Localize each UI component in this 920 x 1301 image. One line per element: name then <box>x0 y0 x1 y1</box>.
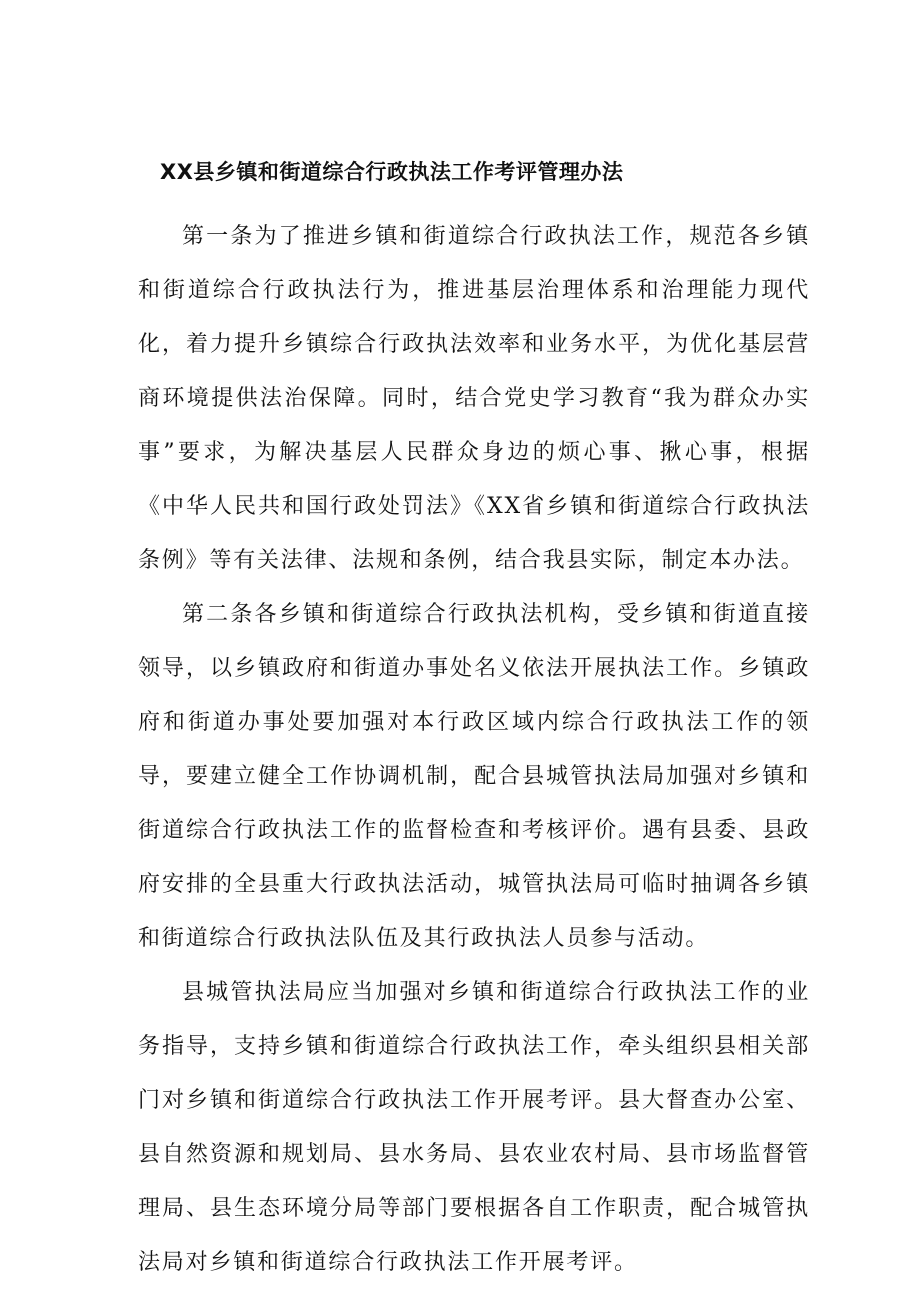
document-title: XX县乡镇和街道综合行政执法工作考评管理办法 <box>160 160 624 184</box>
document-body <box>138 210 810 1290</box>
paragraph-article-2: 第二条各乡镇和街道综合行政执法机构，受乡镇和街道直接领导，以乡镇政府和街道办事处名义依法开展执法工作。乡镇政府和街道办事处要加强对本行政区域内综合行政执法工作的领导，要建立健全工作协调机制，配合县城管执法局加强对乡镇和街道综合行政执法工作的监督检查和考核评价。遇有县委、县政府安排的全县重大行政执法活动，城管执法局可临时抽调各乡镇和街道综合行政执法队伍及其行政执法人员参与活动。 <box>138 602 810 951</box>
paragraph-article-2-continued: 县城管执法局应当加强对乡镇和街道综合行政执法工作的业务指导，支持乡镇和街道综合行政执法工作，牵头组织县相关部门对乡镇和街道综合行政执法工作开展考评。县大督查办公室、县自然资源和规划局、县水务局、县农业农村局、县市场监督管理局、县生态环境分局等部门要根据各自工作职责，配合城管执法局对乡镇和街道综合行政执法工作开展考评。 <box>138 980 810 1275</box>
paragraph-article-1: 第一条为了推进乡镇和街道综合行政执法工作，规范各乡镇和街道综合行政执法行为，推进基层治理体系和治理能力现代化，着力提升乡镇综合行政执法效率和业务水平，为优化基层营商环境提供法治保障。同时，结合党史学习教育“我为群众办实事”要求，为解决基层人民群众身边的烦心事、揪心事，根据《中华人民共和国行政处罚法》《XX省乡镇和街道综合行政执法条例》等有关法律、法规和条例，结合我县实际，制定本办法。 <box>138 224 810 573</box>
